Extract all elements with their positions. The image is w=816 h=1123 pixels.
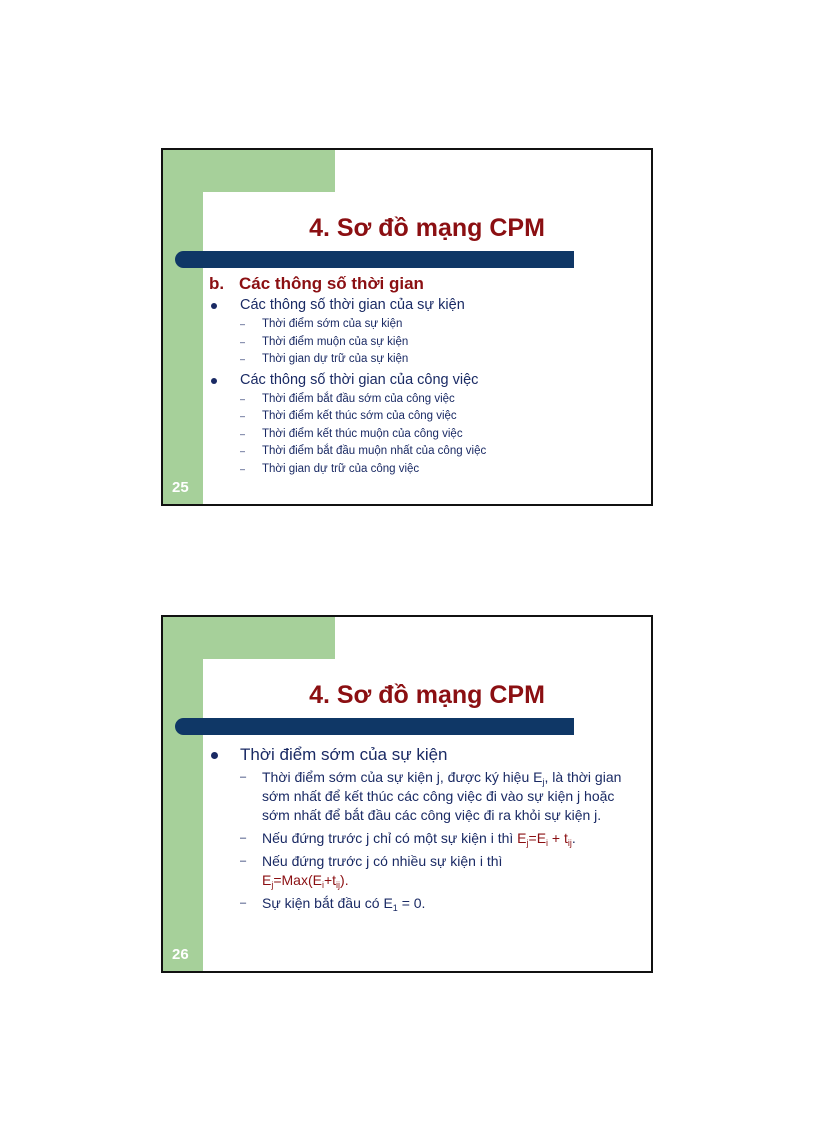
section-subheading (209, 274, 645, 294)
subscript: ij (567, 838, 572, 848)
formula-text: =E (528, 830, 547, 846)
formula-text: +t (323, 872, 337, 888)
list-item: – Thời điểm bắt đầu muộn nhất của công việc (240, 443, 645, 461)
slide-title: 4. Sơ đồ mạng CPM (309, 681, 545, 709)
bullet-text: Các thông số thời gian của công việc (240, 371, 479, 388)
item-text: . (571, 830, 576, 846)
item-text: Nếu đứng trước j có nhiều sự kiện i thì (262, 853, 503, 869)
bullet-text: Các thông số thời gian của sự kiện (240, 297, 465, 313)
list-item (209, 296, 645, 369)
list-item (240, 768, 645, 825)
formula-text: E (262, 872, 272, 888)
slide-content (209, 743, 645, 917)
subscript: j (542, 777, 545, 787)
list-item (209, 743, 645, 913)
subscript: i (321, 880, 324, 890)
list-item: – Thời gian dự trữ của sự kiện (240, 351, 645, 369)
subheading-letter: b. (209, 274, 225, 293)
formula-text: =Max(E (273, 872, 322, 888)
title-underline-bar (175, 718, 574, 735)
slide-title: 4. Sơ đồ mạng CPM (309, 214, 545, 242)
bullet-list (209, 296, 645, 478)
slide-number: 26 (172, 946, 189, 963)
subscript: j (271, 880, 274, 890)
green-left-band (163, 150, 203, 504)
slide-26 (161, 615, 653, 973)
slide-content (209, 274, 645, 480)
item-text: Nếu đứng trước j chỉ có một sự kiện i thì (262, 830, 518, 846)
list-item: – Thời điểm kết thúc muộn của công việc (240, 426, 645, 444)
formula-text: + t (548, 830, 568, 846)
item-text: Thời điểm sớm của sự kiện j, được ký hiệu E (262, 769, 543, 785)
green-left-band (163, 617, 203, 971)
list-item: – Thời điểm sớm của sự kiện (240, 316, 645, 334)
list-item (240, 829, 645, 848)
formula-text: E (517, 830, 527, 846)
list-item (240, 894, 645, 913)
item-text: , là thời gian sớm nhất để kết thúc các công việc đi vào sự kiện j hoặc sớm nhất để bắt đầu các công việc đi ra khỏi sự kiện j. (262, 769, 622, 823)
bullet-text: Thời điểm sớm của sự kiện (240, 745, 448, 764)
subscript: i (546, 838, 549, 848)
item-text: = 0. (397, 895, 426, 911)
sub-list (240, 391, 645, 479)
formula (262, 872, 349, 888)
subheading-text: Các thông số thời gian (239, 274, 424, 293)
title-underline-bar (175, 251, 574, 268)
list-item: – Thời điểm bắt đầu sớm của công việc (240, 391, 645, 409)
slide-25 (161, 148, 653, 506)
list-item: – Thời gian dự trữ của công việc (240, 461, 645, 479)
formula-text: ). (340, 872, 349, 888)
formula (517, 830, 572, 846)
subscript: ij (336, 880, 341, 890)
item-text: Sự kiện bắt đầu có E (262, 895, 393, 911)
slide-number: 25 (172, 479, 189, 496)
list-item: – Thời điểm kết thúc sớm của công việc (240, 408, 645, 426)
list-item (240, 852, 645, 890)
list-item (209, 371, 645, 479)
list-item: – Thời điểm muộn của sự kiện (240, 334, 645, 352)
subscript: 1 (392, 903, 398, 913)
sub-list (240, 768, 645, 913)
sub-list (240, 316, 645, 369)
bullet-list (209, 743, 645, 913)
subscript: j (526, 838, 529, 848)
